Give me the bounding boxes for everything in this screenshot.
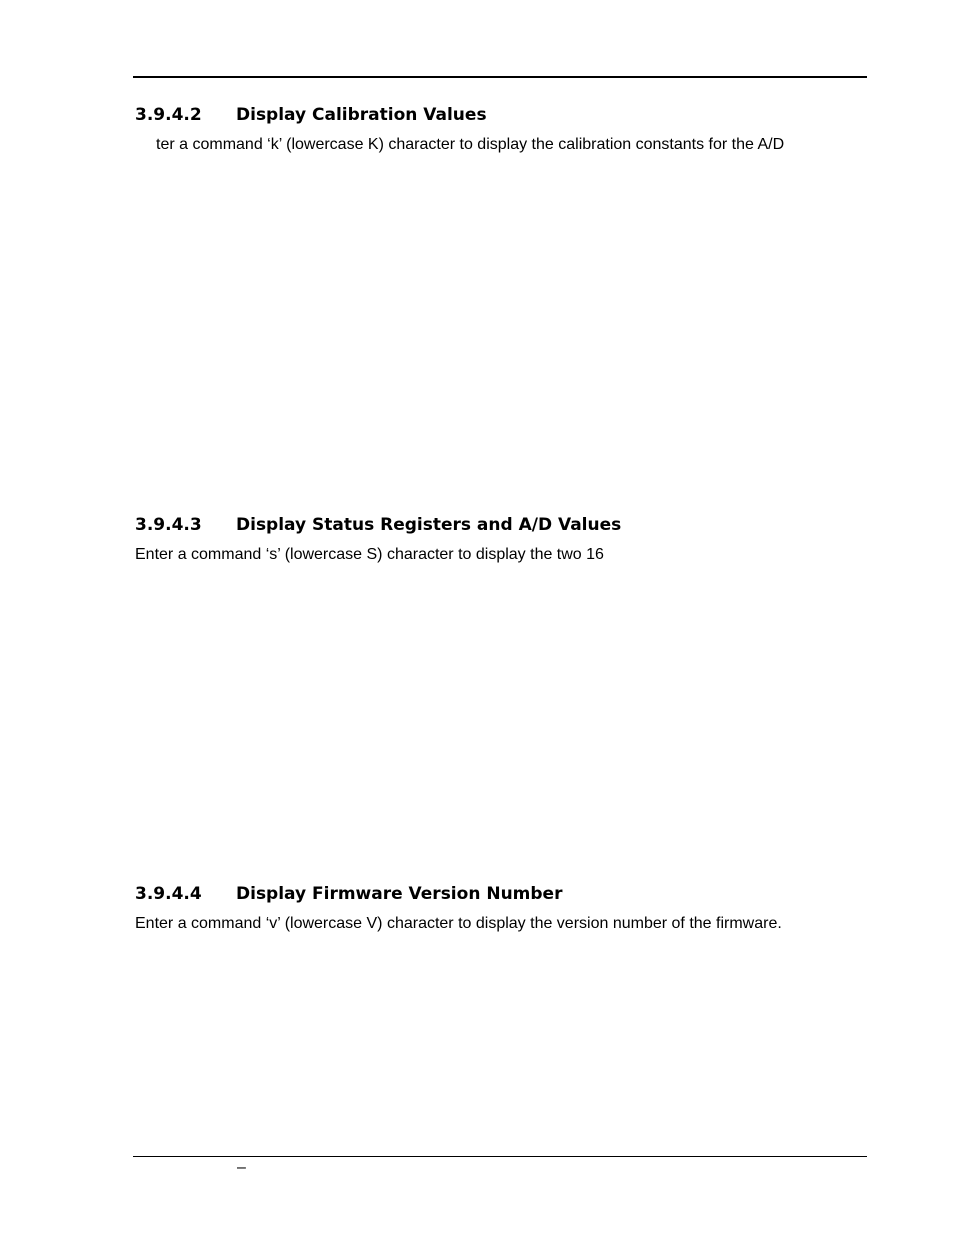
section-body-text: Enter a command ‘v’ (lowercase V) character to display the version number of the firmware.	[135, 915, 782, 932]
footer-text: –	[237, 1159, 246, 1176]
footer-rule	[133, 1156, 867, 1157]
header-rule	[133, 76, 867, 78]
section-title: Display Calibration Values	[236, 105, 487, 125]
section-number: 3.9.4.2	[135, 105, 202, 125]
section-body-text: Enter a command ‘s’ (lowercase S) character to display the two 16	[135, 546, 604, 563]
section-number: 3.9.4.4	[135, 884, 202, 904]
section-body-text: ter a command ‘k’ (lowercase K) character to display the calibration constants for the A/D	[156, 136, 785, 153]
section-title: Display Firmware Version Number	[236, 884, 563, 904]
section-title: Display Status Registers and A/D Values	[236, 515, 622, 535]
section-number: 3.9.4.3	[135, 515, 202, 535]
